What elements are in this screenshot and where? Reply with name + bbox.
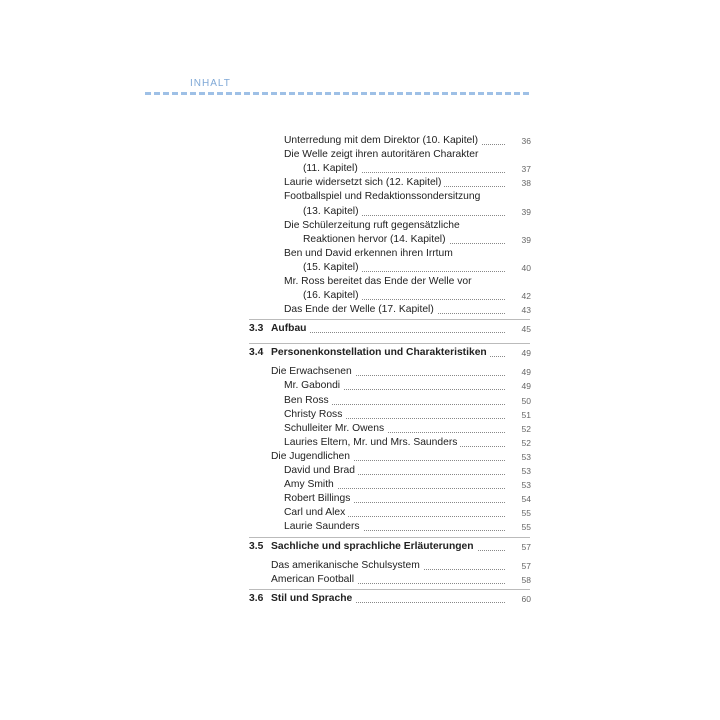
- entry-title: Reaktionen hervor (14. Kapitel): [303, 233, 449, 247]
- page-number: 55: [521, 522, 531, 533]
- entry-title: (16. Kapitel): [303, 289, 362, 303]
- page-number: 45: [521, 324, 531, 335]
- page-number: 60: [521, 593, 531, 604]
- section-number: 3.3: [249, 323, 264, 335]
- entry-title: Die Schülerzeitung ruft gegensätzliche: [284, 219, 460, 231]
- page-number: 52: [521, 437, 531, 448]
- entry-title: Carl und Alex: [284, 506, 348, 520]
- entry-title: Personenkonstellation und Charakteristiken: [271, 346, 490, 360]
- toc-row[interactable]: [0, 478, 531, 492]
- entry-title: Ben Ross: [284, 394, 332, 408]
- page-number: 55: [521, 508, 531, 519]
- page-number: 40: [521, 262, 531, 273]
- page-number: 53: [521, 480, 531, 491]
- section-separator: [249, 343, 530, 344]
- page-number: 43: [521, 305, 531, 316]
- toc-row[interactable]: [0, 303, 531, 317]
- page-number: 54: [521, 494, 531, 505]
- entry-title: Laurie Saunders: [284, 520, 363, 534]
- entry-title: Aufbau: [271, 322, 309, 336]
- page-number: 42: [521, 291, 531, 302]
- page-number: 50: [521, 395, 531, 406]
- toc-row[interactable]: [0, 573, 531, 587]
- page-number: 36: [521, 136, 531, 146]
- toc-row[interactable]: [0, 394, 531, 408]
- entry-title: Christy Ross: [284, 408, 345, 422]
- toc-row[interactable]: [0, 148, 531, 162]
- page-number: 39: [521, 234, 531, 245]
- entry-title: Das Ende der Welle (17. Kapitel): [284, 303, 437, 317]
- toc-row[interactable]: [0, 559, 531, 573]
- entry-title: Die Jugendlichen: [271, 450, 353, 464]
- entry-title: Robert Billings: [284, 492, 353, 506]
- toc-row[interactable]: [0, 162, 531, 176]
- entry-title: Unterredung mit dem Direktor (10. Kapitel): [284, 134, 481, 148]
- toc-row[interactable]: [0, 450, 531, 464]
- toc-row[interactable]: [0, 205, 531, 219]
- toc-row[interactable]: [0, 506, 531, 520]
- entry-title: (13. Kapitel): [303, 205, 362, 219]
- running-header: INHALT: [190, 78, 231, 89]
- page-number: 37: [521, 164, 531, 175]
- toc-row[interactable]: [0, 592, 531, 606]
- page-number: 49: [521, 367, 531, 378]
- entry-title: Schulleiter Mr. Owens: [284, 422, 387, 436]
- page-number: 53: [521, 451, 531, 462]
- page-number: 49: [521, 348, 531, 359]
- toc-row[interactable]: [0, 408, 531, 422]
- page-number: 39: [521, 206, 531, 217]
- toc-row[interactable]: [0, 190, 531, 204]
- entry-title: Stil und Sprache: [271, 592, 355, 606]
- entry-title: Mr. Ross bereitet das Ende der Welle vor: [284, 276, 472, 287]
- toc-row[interactable]: [0, 379, 531, 393]
- entry-title: Lauries Eltern, Mr. und Mrs. Saunders: [284, 436, 460, 450]
- entry-title: Die Erwachsenen: [271, 365, 355, 379]
- entry-title: (11. Kapitel): [303, 162, 361, 176]
- entry-title: Laurie widersetzt sich (12. Kapitel): [284, 176, 444, 190]
- section-number: 3.5: [249, 540, 264, 552]
- toc-row[interactable]: [0, 134, 531, 148]
- page-number: 38: [521, 178, 531, 189]
- section-separator: [249, 319, 530, 320]
- page-number: 49: [521, 381, 531, 392]
- entry-title: Ben und David erkennen ihren Irrtum: [284, 247, 453, 259]
- entry-title: Footballspiel und Redaktionssondersitzung: [284, 191, 481, 203]
- page-number: 58: [521, 574, 531, 585]
- page-number: 52: [521, 423, 531, 434]
- page-number: 53: [521, 466, 531, 476]
- toc-row[interactable]: [0, 422, 531, 436]
- toc-row[interactable]: [0, 520, 531, 534]
- entry-title: Mr. Gabondi: [284, 379, 343, 393]
- toc-row[interactable]: [0, 247, 531, 261]
- toc-row[interactable]: [0, 365, 531, 379]
- toc-row[interactable]: [0, 176, 531, 190]
- entry-title: David und Brad: [284, 464, 358, 478]
- toc-row[interactable]: [0, 322, 531, 336]
- entry-title: Amy Smith: [284, 478, 337, 492]
- toc-row[interactable]: [0, 540, 531, 554]
- entry-title: (15. Kapitel): [303, 261, 362, 275]
- entry-title: Die Welle zeigt ihren autoritären Charakter: [284, 149, 479, 161]
- entry-title: American Football: [271, 573, 357, 587]
- toc-row[interactable]: [0, 289, 531, 303]
- section-separator: [249, 589, 530, 590]
- page-number: 51: [521, 409, 531, 420]
- section-number: 3.4: [249, 347, 264, 359]
- toc-row[interactable]: [0, 464, 531, 478]
- page-number: 57: [521, 560, 531, 571]
- toc-row[interactable]: [0, 261, 531, 275]
- toc-row[interactable]: [0, 346, 531, 360]
- entry-title: Sachliche und sprachliche Erläuterungen: [271, 540, 477, 554]
- entry-title: Das amerikanische Schulsystem: [271, 559, 423, 573]
- toc-row[interactable]: [0, 275, 531, 289]
- section-number: 3.6: [249, 592, 264, 604]
- page-number: 57: [521, 541, 531, 552]
- section-separator: [249, 537, 530, 538]
- toc-row[interactable]: [0, 492, 531, 506]
- toc-row[interactable]: [0, 233, 531, 247]
- toc-row[interactable]: [0, 219, 531, 233]
- toc-row[interactable]: [0, 436, 531, 450]
